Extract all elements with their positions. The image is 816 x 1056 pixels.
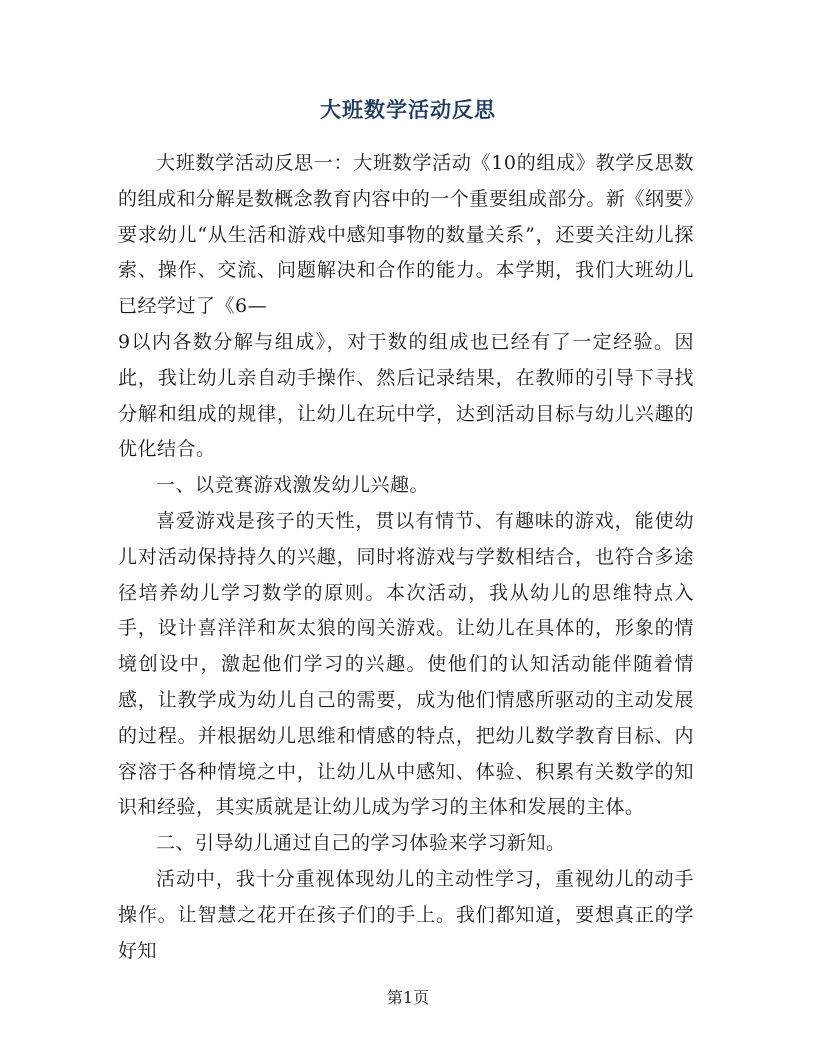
paragraph-intro-continued: 9以内各数分解与组成》，对于数的组成也已经有了一定经验。因此，我让幼儿亲自动手操作、然后记录结果，在教师的引导下寻找分解和组成的规律，让幼儿在玩中学，达到活动目标与幼儿兴趣的优化结合。 <box>118 330 694 461</box>
document-body <box>118 146 694 969</box>
paragraph-intro: 大班数学活动反思一：大班数学活动《10的组成》教学反思数的组成和分解是数概念教育内容中的一个重要组成部分。新《纲要》要求幼儿“从生活和游戏中感知事物的数量关系”，还要关注幼儿探索、操作、交流、问题解决和合作的能力。本学期，我们大班幼儿已经学过了《6— <box>118 152 694 318</box>
paragraph-section-1: 喜爱游戏是孩子的天性，贯以有情节、有趣味的游戏，能使幼儿对活动保持持久的兴趣，同时将游戏与学数相结合，也符合多途径培养幼儿学习数学的原则。本次活动，我从幼儿的思维特点入手，设计喜洋洋和灰太狼的闯关游戏。让幼儿在具体的，形象的情境创设中，激起他们学习的兴趣。使他们的认知活动能伴随着情感，让教学成为幼儿自己的需要，成为他们情感所驱动的主动发展的过程。并根据幼儿思维和情感的特点，把幼儿数学教育目标、内容溶于各种情境之中，让幼儿从中感知、体验、积累有关数学的知识和经验，其实质就是让幼儿成为学习的主体和发展的主体。 <box>118 509 694 819</box>
section-heading-1: 一、以竞赛游戏激发幼儿兴趣。 <box>156 474 430 497</box>
paragraph-section-2: 活动中，我十分重视体现幼儿的主动性学习，重视幼儿的动手操作。让智慧之花开在孩子们的手上。我们都知道，要想真正的学好知 <box>118 867 694 962</box>
page-number: 第1页 <box>386 988 430 1007</box>
section-heading-2: 二、引导幼儿通过自己的学习体验来学习新知。 <box>156 832 566 855</box>
document-title: 大班数学活动反思 <box>320 97 496 122</box>
